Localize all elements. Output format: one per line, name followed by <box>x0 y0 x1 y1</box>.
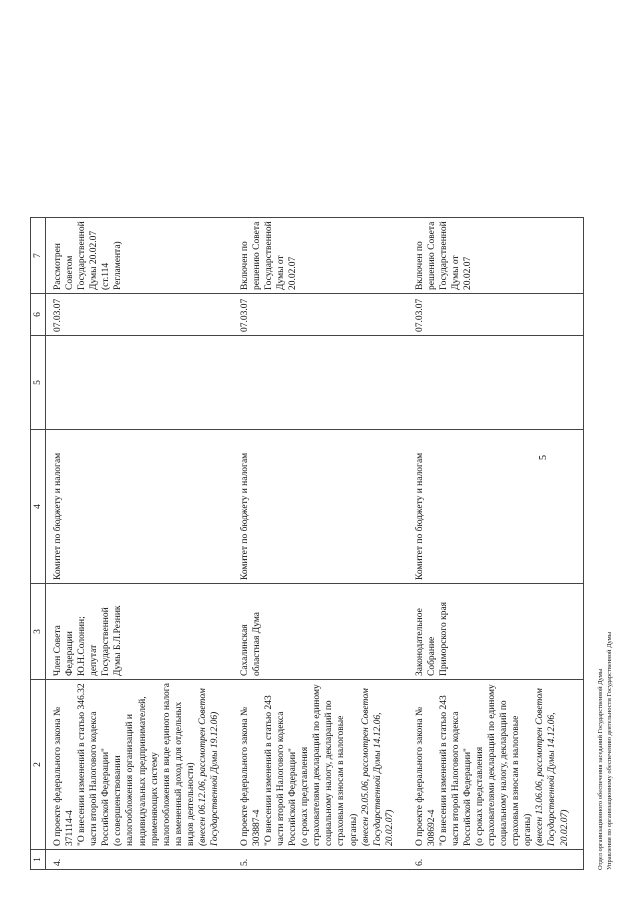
responsible-committee: Комитет по бюджету и налогам <box>233 430 408 584</box>
bill-description <box>46 680 233 850</box>
scheduled-date: 07.03.07 <box>408 294 583 336</box>
bill-note: (внесен 13.06.06, рассмотрен Советом Государственной Думы 14.12.06, 20.02.07) <box>535 688 570 846</box>
bill-note: (внесен 06.12.06, рассмотрен Советом Государственной Думы 19.12.06) <box>197 688 220 846</box>
bill-note: (внесен 29.05.06, рассмотрен Советом Государственной Думы 14.12.06, 20.02.07) <box>360 688 395 846</box>
bill-purpose: (о сроках представления страхователями деклараций по единому социальному налогу, деклараций по страховым взносам в налоговые органы) <box>300 684 359 846</box>
bill-author: Член Совета Федерации Ю.Н.Солонин; депутат Государственной Думы Б.Л.Резник <box>46 584 233 680</box>
agenda-table <box>30 217 584 870</box>
column-header: 4 <box>31 430 46 584</box>
column-header: 7 <box>31 218 46 294</box>
bill-name: "О внесении изменений в статью 346.32 части второй Налогового кодекса Российской Федерации" <box>77 683 112 846</box>
empty-cell <box>46 336 233 430</box>
row-number: 5. <box>233 850 408 870</box>
bill-status: Включен по решению Совета Государственной Думы от 20.02.07 <box>233 218 408 294</box>
header-row <box>31 218 46 870</box>
table-row <box>408 218 583 870</box>
table-row <box>233 218 408 870</box>
bill-description <box>233 680 408 850</box>
bill-purpose: (о совершенствовании налогообложения организаций и индивидуальных предпринимателей, применяющих систему налогообложения в виде единого налога на вмененный доход для отдельных видов деятельности) <box>113 683 196 846</box>
table-row <box>46 218 233 870</box>
bill-status: Включен по решению Совета Государственной Думы от 20.02.07 <box>408 218 583 294</box>
bill-title: О проекте федерального закона № 308692-4 <box>414 706 437 846</box>
responsible-committee: Комитет по бюджету и налогам <box>46 430 233 584</box>
row-number: 4. <box>46 850 233 870</box>
column-header: 1 <box>31 850 46 870</box>
bill-title: О проекте федерального закона № 371114-4 <box>53 706 76 846</box>
column-header: 6 <box>31 294 46 336</box>
empty-cell <box>233 336 408 430</box>
column-header: 2 <box>31 680 46 850</box>
scheduled-date: 07.03.07 <box>233 294 408 336</box>
bill-title: О проекте федерального закона № 303887-4 <box>239 706 262 846</box>
page-number: 5 <box>538 455 549 460</box>
bill-description <box>408 680 583 850</box>
scheduled-date: 07.03.07 <box>46 294 233 336</box>
bill-purpose: (о сроках представления страхователями деклараций по единому социальному налогу, деклараций по страховым взносам в налоговые органы) <box>475 684 534 846</box>
footer-department: Отдел организационного обеспечения заседаний Государственной Думы <box>597 668 604 870</box>
row-number: 6. <box>408 850 583 870</box>
footer-directorate: Управления по организационному обеспечению деятельности Государственной Думы <box>606 631 613 870</box>
column-header: 5 <box>31 336 46 430</box>
bill-status: Рассмотрен Советом Государственной Думы 20.02.07 (ст.114 Регламента) <box>46 218 233 294</box>
bill-author: Законодательное Собрание Приморского края <box>408 584 583 680</box>
empty-cell <box>408 336 583 430</box>
column-header: 3 <box>31 584 46 680</box>
bill-name: "О внесении изменений в статью 243 части второй Налогового кодекса Российской Федерации" <box>264 695 299 846</box>
bill-author: Сахалинская областная Дума <box>233 584 408 680</box>
responsible-committee: Комитет по бюджету и налогам <box>408 430 583 584</box>
bill-name: "О внесении изменений в статью 243 части второй Налогового кодекса Российской Федерации" <box>438 695 473 846</box>
